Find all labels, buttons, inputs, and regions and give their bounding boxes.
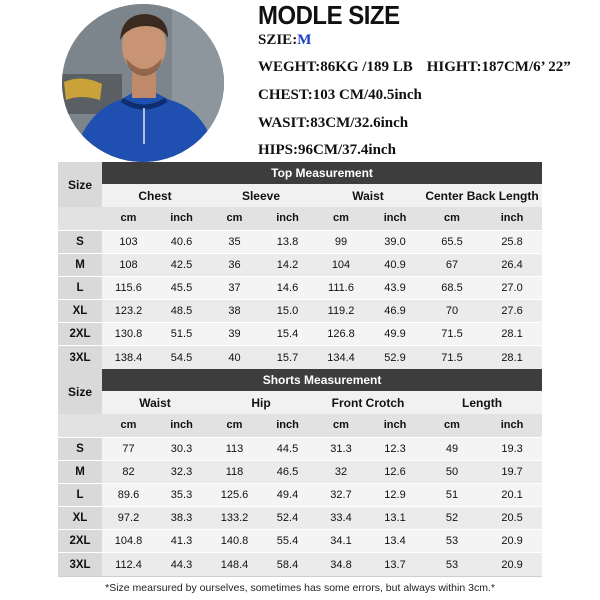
model-info: [258, 0, 598, 158]
shorts-value-cell: 148.4: [208, 553, 261, 576]
shorts-value-cell: 133.2: [208, 507, 261, 530]
shorts-row-l: [58, 483, 542, 506]
shorts-unit: inch: [368, 414, 422, 437]
shorts-value-cell: 53: [422, 530, 482, 553]
shorts-value-cell: 140.8: [208, 530, 261, 553]
top-size-cell: M: [58, 253, 102, 276]
top-unit: cm: [102, 207, 155, 230]
top-value-cell: 27.0: [482, 276, 542, 299]
top-value-cell: 15.7: [261, 346, 314, 369]
model-size-line: [258, 31, 311, 49]
shorts-value-cell: 32: [314, 460, 368, 483]
top-value-cell: 108: [102, 253, 155, 276]
top-group-center-back-length: Center Back Length: [422, 184, 542, 207]
shorts-value-cell: 20.5: [482, 507, 542, 530]
top-value-cell: 71.5: [422, 323, 482, 346]
top-value-cell: 52.9: [368, 346, 422, 369]
top-row-3xl: [58, 346, 542, 369]
top-row-s: [58, 230, 542, 253]
model-photo: [62, 4, 224, 162]
shorts-value-cell: 12.3: [368, 437, 422, 460]
shorts-size-cell: L: [58, 483, 102, 506]
shorts-group-hip: Hip: [208, 391, 314, 414]
shorts-group-length: Length: [422, 391, 542, 414]
top-size-cell: XL: [58, 300, 102, 323]
shorts-value-cell: 32.3: [155, 460, 208, 483]
top-value-cell: 138.4: [102, 346, 155, 369]
shorts-unit: cm: [102, 414, 155, 437]
shorts-value-cell: 33.4: [314, 507, 368, 530]
shorts-unit-blank: [58, 414, 102, 437]
top-value-cell: 49.9: [368, 323, 422, 346]
shorts-value-cell: 34.1: [314, 530, 368, 553]
shorts-size-header: Size: [58, 369, 102, 414]
top-unit-blank: [58, 207, 102, 230]
top-value-cell: 48.5: [155, 300, 208, 323]
top-row-l: [58, 276, 542, 299]
shorts-value-cell: 52: [422, 507, 482, 530]
shorts-value-cell: 50: [422, 460, 482, 483]
shorts-value-cell: 35.3: [155, 483, 208, 506]
shorts-value-cell: 44.5: [261, 437, 314, 460]
top-unit: inch: [482, 207, 542, 230]
top-unit: cm: [208, 207, 261, 230]
top-value-cell: 130.8: [102, 323, 155, 346]
top-value-cell: 43.9: [368, 276, 422, 299]
top-value-cell: 42.5: [155, 253, 208, 276]
shorts-value-cell: 112.4: [102, 553, 155, 576]
shorts-value-cell: 13.1: [368, 507, 422, 530]
shorts-value-cell: 44.3: [155, 553, 208, 576]
top-group-sleeve: Sleeve: [208, 184, 314, 207]
shorts-value-cell: 20.9: [482, 530, 542, 553]
shorts-value-cell: 38.3: [155, 507, 208, 530]
shorts-value-cell: 49.4: [261, 483, 314, 506]
shorts-size-cell: XL: [58, 507, 102, 530]
shorts-value-cell: 53: [422, 553, 482, 576]
top-value-cell: 37: [208, 276, 261, 299]
top-value-cell: 28.1: [482, 323, 542, 346]
shorts-value-cell: 12.9: [368, 483, 422, 506]
top-measurement-table: [58, 162, 542, 369]
top-group-chest: Chest: [102, 184, 208, 207]
top-value-cell: 25.8: [482, 230, 542, 253]
shorts-unit: cm: [422, 414, 482, 437]
model-hips: HIPS:96CM/37.4inch: [258, 142, 396, 158]
model-chest: CHEST:103 CM/40.5inch: [258, 87, 422, 103]
top-unit: inch: [155, 207, 208, 230]
shorts-value-cell: 58.4: [261, 553, 314, 576]
shorts-value-cell: 34.8: [314, 553, 368, 576]
shorts-value-cell: 20.9: [482, 553, 542, 576]
shorts-value-cell: 19.3: [482, 437, 542, 460]
top-value-cell: 51.5: [155, 323, 208, 346]
shorts-value-cell: 52.4: [261, 507, 314, 530]
shorts-unit: inch: [155, 414, 208, 437]
top-size-header: Size: [58, 162, 102, 207]
top-value-cell: 27.6: [482, 300, 542, 323]
top-value-cell: 71.5: [422, 346, 482, 369]
shorts-group-front-crotch: Front Crotch: [314, 391, 422, 414]
top-value-cell: 99: [314, 230, 368, 253]
shorts-unit: cm: [208, 414, 261, 437]
shorts-value-cell: 82: [102, 460, 155, 483]
top-value-cell: 36: [208, 253, 261, 276]
model-weight: WEGHT:86KG /189 LB: [258, 59, 413, 75]
model-waist: WASIT:83CM/32.6inch: [258, 115, 409, 131]
top-unit: cm: [422, 207, 482, 230]
top-value-cell: 103: [102, 230, 155, 253]
top-value-cell: 38: [208, 300, 261, 323]
top-value-cell: 35: [208, 230, 261, 253]
top-value-cell: 119.2: [314, 300, 368, 323]
top-group-waist: Waist: [314, 184, 422, 207]
top-value-cell: 126.8: [314, 323, 368, 346]
shorts-value-cell: 55.4: [261, 530, 314, 553]
top-value-cell: 14.2: [261, 253, 314, 276]
model-size-value: M: [297, 32, 312, 48]
model-height: HIGHT:187CM/6’ 22”: [426, 59, 571, 75]
top-value-cell: 40: [208, 346, 261, 369]
shorts-value-cell: 104.8: [102, 530, 155, 553]
shorts-value-cell: 13.4: [368, 530, 422, 553]
top-size-cell: 2XL: [58, 323, 102, 346]
shorts-measurement-title: Shorts Measurement: [102, 369, 542, 391]
shorts-measurement-table: [58, 369, 542, 600]
top-measurement-title: Top Measurement: [102, 162, 542, 184]
shorts-value-cell: 125.6: [208, 483, 261, 506]
shorts-row-m: [58, 460, 542, 483]
top-value-cell: 115.6: [102, 276, 155, 299]
shorts-row-3xl: [58, 553, 542, 576]
shorts-size-cell: 3XL: [58, 553, 102, 576]
top-value-cell: 14.6: [261, 276, 314, 299]
top-value-cell: 111.6: [314, 276, 368, 299]
shorts-value-cell: 77: [102, 437, 155, 460]
shorts-value-cell: 13.7: [368, 553, 422, 576]
top-value-cell: 39: [208, 323, 261, 346]
shorts-unit: cm: [314, 414, 368, 437]
top-value-cell: 26.4: [482, 253, 542, 276]
top-size-cell: S: [58, 230, 102, 253]
top-unit: inch: [368, 207, 422, 230]
shorts-value-cell: 89.6: [102, 483, 155, 506]
top-unit: cm: [314, 207, 368, 230]
shorts-group-waist: Waist: [102, 391, 208, 414]
shorts-value-cell: 51: [422, 483, 482, 506]
model-weight-height-line: [258, 58, 571, 76]
shorts-size-cell: S: [58, 437, 102, 460]
model-size-title: MODLE SIZE: [258, 0, 400, 30]
shorts-value-cell: 113: [208, 437, 261, 460]
top-size-cell: 3XL: [58, 346, 102, 369]
model-size-label: SZIE:: [258, 32, 298, 48]
top-value-cell: 70: [422, 300, 482, 323]
top-value-cell: 67: [422, 253, 482, 276]
shorts-value-cell: 97.2: [102, 507, 155, 530]
shorts-value-cell: 46.5: [261, 460, 314, 483]
model-photo-illustration: [62, 4, 224, 162]
shorts-value-cell: 32.7: [314, 483, 368, 506]
shorts-value-cell: 49: [422, 437, 482, 460]
top-row-xl: [58, 300, 542, 323]
top-value-cell: 65.5: [422, 230, 482, 253]
top-unit: inch: [261, 207, 314, 230]
shorts-value-cell: 19.7: [482, 460, 542, 483]
top-value-cell: 15.0: [261, 300, 314, 323]
top-value-cell: 45.5: [155, 276, 208, 299]
top-value-cell: 13.8: [261, 230, 314, 253]
shorts-value-cell: 41.3: [155, 530, 208, 553]
shorts-value-cell: 20.1: [482, 483, 542, 506]
shorts-value-cell: 12.6: [368, 460, 422, 483]
top-value-cell: 28.1: [482, 346, 542, 369]
shorts-unit: inch: [261, 414, 314, 437]
top-value-cell: 46.9: [368, 300, 422, 323]
shorts-row-xl: [58, 507, 542, 530]
shorts-row-s: [58, 437, 542, 460]
top-value-cell: 40.6: [155, 230, 208, 253]
shorts-row-2xl: [58, 530, 542, 553]
shorts-value-cell: 30.3: [155, 437, 208, 460]
top-value-cell: 123.2: [102, 300, 155, 323]
top-value-cell: 104: [314, 253, 368, 276]
top-value-cell: 15.4: [261, 323, 314, 346]
top-value-cell: 68.5: [422, 276, 482, 299]
shorts-size-cell: 2XL: [58, 530, 102, 553]
top-row-m: [58, 253, 542, 276]
shorts-value-cell: 118: [208, 460, 261, 483]
shorts-unit: inch: [482, 414, 542, 437]
measurement-note: *Size mearsured by ourselves, sometimes has some errors, but always within 3cm.*: [58, 576, 542, 600]
top-value-cell: 134.4: [314, 346, 368, 369]
top-size-cell: L: [58, 276, 102, 299]
top-value-cell: 54.5: [155, 346, 208, 369]
top-value-cell: 40.9: [368, 253, 422, 276]
top-row-2xl: [58, 323, 542, 346]
top-value-cell: 39.0: [368, 230, 422, 253]
shorts-size-cell: M: [58, 460, 102, 483]
shorts-value-cell: 31.3: [314, 437, 368, 460]
